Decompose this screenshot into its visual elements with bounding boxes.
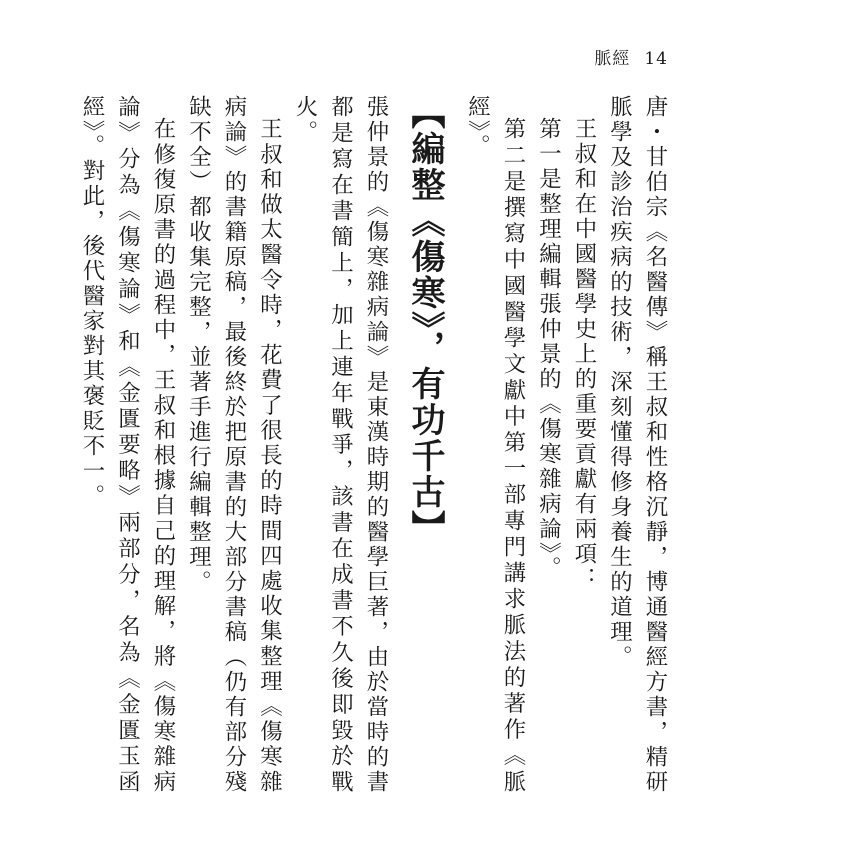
paragraph-division: 在修復原書的過程中，王叔和根據自己的理解，將《傷寒雜病論》分為《傷寒論》和《金匱要略》兩部分，名為《金匱玉函經》。對此，後代醫家對其褒貶不一。 [79,95,176,795]
section-heading: 【編整《傷寒》，有功千古】 [405,95,445,546]
page-number: 14 [644,49,668,69]
running-head-book-title: 脈經 [594,49,631,69]
running-head [594,44,668,69]
paragraph-contribution-second: 第二是撰寫中國醫學文獻中第一部專門講求脈法的著作《脈經》。 [464,95,526,795]
paragraph-contribution-first: 第一是整理編輯張仲景的《傷寒雜病論》。 [535,117,562,582]
vertical-body-text [79,95,672,795]
paragraph-biography: 唐・甘伯宗《名醫傳》稱王叔和性格沉靜，博通醫經方書，精研脈學及診治疾病的技術，深刻懂得修身養生的道理。 [606,95,668,795]
paragraph-shanghan-history: 張仲景的《傷寒雜病論》是東漢時期的醫學巨著，由於當時的書都是寫在書簡上，加上連年戰爭，該書在成書不久後即毀於戰火。 [292,95,389,795]
paragraph-contributions-intro: 王叔和在中國醫學史上的重要貢獻有兩項： [571,117,597,593]
paragraph-collection: 王叔和做太醫令時，花費了很長的時間四處收集整理《傷寒雜病論》的書籍原稿，最後終於把原書的大部分書稿（仍有部分殘缺不全）都收集完整，並著手進行編輯整理。 [185,95,283,795]
